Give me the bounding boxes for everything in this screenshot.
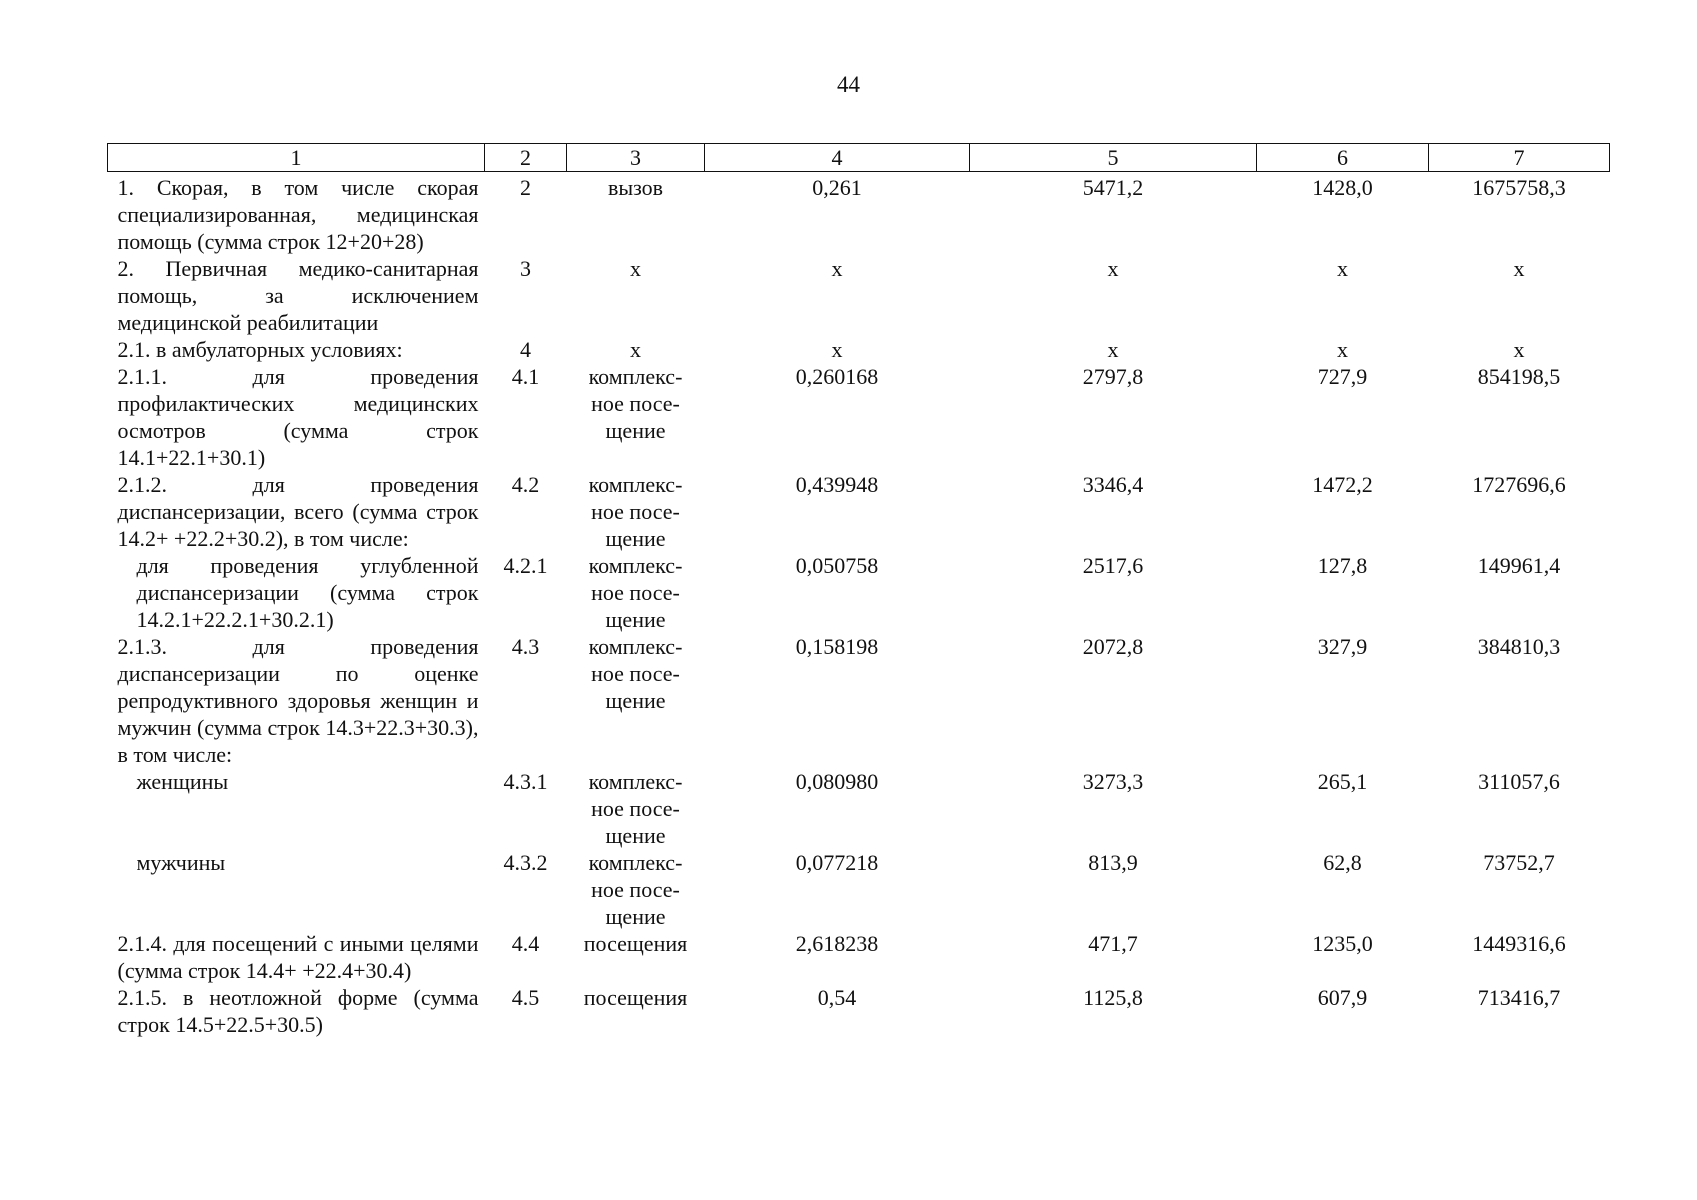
row-value-col6: 1472,2: [1312, 472, 1373, 497]
row-value-col7: 713416,7: [1477, 985, 1561, 1010]
row-value-col7: 1675758,3: [1472, 175, 1566, 200]
row-value-col5: 471,7: [1088, 931, 1138, 956]
row-unit-cell: [567, 633, 705, 768]
row-value-col5: 5471,2: [1082, 175, 1144, 200]
row-unit-cell: [567, 363, 705, 471]
row-line-cell: 4.4: [511, 931, 540, 956]
row-value-col4: 0,158198: [795, 634, 879, 659]
page-number: 44: [837, 72, 860, 97]
row-name-cell: 1. Скорая, в том числе скорая специализированная, медицинская помощь (сумма строк 12+20+28): [117, 175, 479, 254]
row-unit-cell: [567, 930, 705, 984]
table-row: [108, 255, 1610, 336]
row-value-col4: 0,439948: [795, 472, 879, 497]
unit-label: комплексное посещение: [588, 553, 683, 632]
row-value-col7: 311057,6: [1478, 769, 1560, 794]
row-value-col6: 1235,0: [1312, 931, 1373, 956]
row-value-col6: 127,8: [1317, 553, 1368, 578]
unit-label: комплексное посещение: [588, 472, 683, 551]
row-value-col6: 727,9: [1317, 364, 1368, 389]
row-value-col4: х: [831, 337, 843, 362]
unit-label: комплексное посещение: [588, 769, 683, 848]
header-col-2: 2: [485, 144, 567, 172]
data-table: [107, 143, 1610, 1038]
row-value-col5: 3273,3: [1082, 769, 1144, 794]
row-line-cell: 2: [520, 175, 531, 200]
row-name-cell: 2.1.4. для посещений с иными целями (сумма строк 14.4+ +22.4+30.4): [117, 931, 479, 983]
row-name-cell: 2.1.3. для проведения диспансеризации по оценке репродуктивного здоровья женщин и мужчин (сумма строк 14.3+22.3+30.3), в том числе:: [117, 634, 479, 767]
row-unit-cell: [567, 984, 705, 1038]
header-col-6: 6: [1257, 144, 1429, 172]
table-row: [108, 849, 1610, 930]
unit-label: х: [630, 256, 641, 281]
header-col-5: 5: [970, 144, 1257, 172]
row-value-col6: 1428,0: [1312, 175, 1373, 200]
table-row: [108, 471, 1610, 552]
header-col-7: 7: [1429, 144, 1610, 172]
row-line-cell: 4.5: [511, 985, 540, 1010]
header-col-4: 4: [705, 144, 970, 172]
row-value-col7: 149961,4: [1477, 553, 1561, 578]
table-row: [108, 930, 1610, 984]
table-row: [108, 984, 1610, 1038]
row-value-col7: 1727696,6: [1472, 472, 1566, 497]
row-line-cell: 4.2.1: [503, 553, 548, 578]
row-name-cell: 2.1.1. для проведения профилактических медицинских осмотров (сумма строк 14.1+22.1+30.1): [117, 364, 479, 470]
row-value-col4: 0,077218: [795, 850, 879, 875]
row-name-cell: 2.1.2. для проведения диспансеризации, всего (сумма строк 14.2+ +22.2+30.2), в том числе:: [117, 472, 479, 551]
row-value-col5: 1125,8: [1083, 985, 1143, 1010]
row-value-col5: 813,9: [1088, 850, 1138, 875]
row-unit-cell: [567, 849, 705, 930]
row-line-cell: 4.3.1: [503, 769, 548, 794]
unit-label: х: [630, 337, 641, 362]
row-line-cell: 4.1: [511, 364, 540, 389]
row-value-col4: 2,618238: [795, 931, 879, 956]
row-value-col5: 3346,4: [1082, 472, 1144, 497]
table-row: [108, 552, 1610, 633]
row-line-cell: 4.3.2: [503, 850, 548, 875]
unit-label: вызов: [607, 175, 664, 200]
row-unit-cell: [567, 255, 705, 336]
row-value-col4: 0,080980: [795, 769, 879, 794]
row-value-col5: 2797,8: [1082, 364, 1144, 389]
table-row: [108, 768, 1610, 849]
row-name-cell: женщины: [136, 769, 229, 794]
header-col-3: 3: [567, 144, 705, 172]
row-value-col5: х: [1107, 256, 1119, 281]
row-value-col5: 2072,8: [1082, 634, 1144, 659]
row-line-cell: 4.3: [511, 634, 540, 659]
row-value-col4: 0,261: [812, 175, 862, 200]
row-value-col5: х: [1107, 337, 1119, 362]
row-line-cell: 4: [520, 337, 531, 362]
row-value-col4: х: [831, 256, 843, 281]
row-value-col7: 1449316,6: [1472, 931, 1566, 956]
row-name-cell: мужчины: [136, 850, 226, 875]
row-value-col6: х: [1337, 337, 1348, 362]
unit-label: комплексное посещение: [588, 364, 683, 443]
table-body: [108, 172, 1610, 1039]
row-value-col6: х: [1337, 256, 1348, 281]
unit-label: посещения: [583, 985, 688, 1010]
row-name-cell: для проведения углубленной диспансеризации (сумма строк 14.2.1+22.2.1+30.2.1): [136, 553, 479, 632]
row-value-col7: 73752,7: [1483, 850, 1555, 875]
row-line-cell: 3: [520, 256, 531, 281]
row-value-col4: 0,260168: [795, 364, 879, 389]
row-unit-cell: [567, 768, 705, 849]
row-value-col7: 384810,3: [1477, 634, 1561, 659]
row-line-cell: 4.2: [511, 472, 540, 497]
table-row: [108, 172, 1610, 256]
row-unit-cell: [567, 336, 705, 363]
row-unit-cell: [567, 172, 705, 256]
header-col-1: 1: [108, 144, 485, 172]
unit-label: посещения: [583, 931, 688, 956]
unit-label: комплексное посещение: [588, 850, 683, 929]
row-value-col7: х: [1513, 337, 1525, 362]
row-value-col7: х: [1513, 256, 1525, 281]
row-value-col6: 607,9: [1317, 985, 1368, 1010]
table-row: [108, 336, 1610, 363]
unit-label: комплексное посещение: [588, 634, 683, 713]
header-row: [108, 144, 1610, 172]
row-value-col6: 327,9: [1317, 634, 1368, 659]
row-name-cell: 2. Первичная медико-санитарная помощь, за исключением медицинской реабилитации: [117, 256, 479, 335]
row-value-col7: 854198,5: [1477, 364, 1561, 389]
row-value-col5: 2517,6: [1082, 553, 1144, 578]
row-name-cell: 2.1. в амбулаторных условиях:: [117, 337, 403, 362]
row-unit-cell: [567, 471, 705, 552]
table-row: [108, 363, 1610, 471]
row-value-col6: 62,8: [1323, 850, 1362, 875]
table-row: [108, 633, 1610, 768]
table-header: [108, 144, 1610, 172]
row-value-col4: 0,54: [817, 985, 857, 1010]
row-value-col6: 265,1: [1317, 769, 1368, 794]
row-unit-cell: [567, 552, 705, 633]
row-name-cell: 2.1.5. в неотложной форме (сумма строк 14.5+22.5+30.5): [117, 985, 479, 1037]
row-value-col4: 0,050758: [795, 553, 879, 578]
